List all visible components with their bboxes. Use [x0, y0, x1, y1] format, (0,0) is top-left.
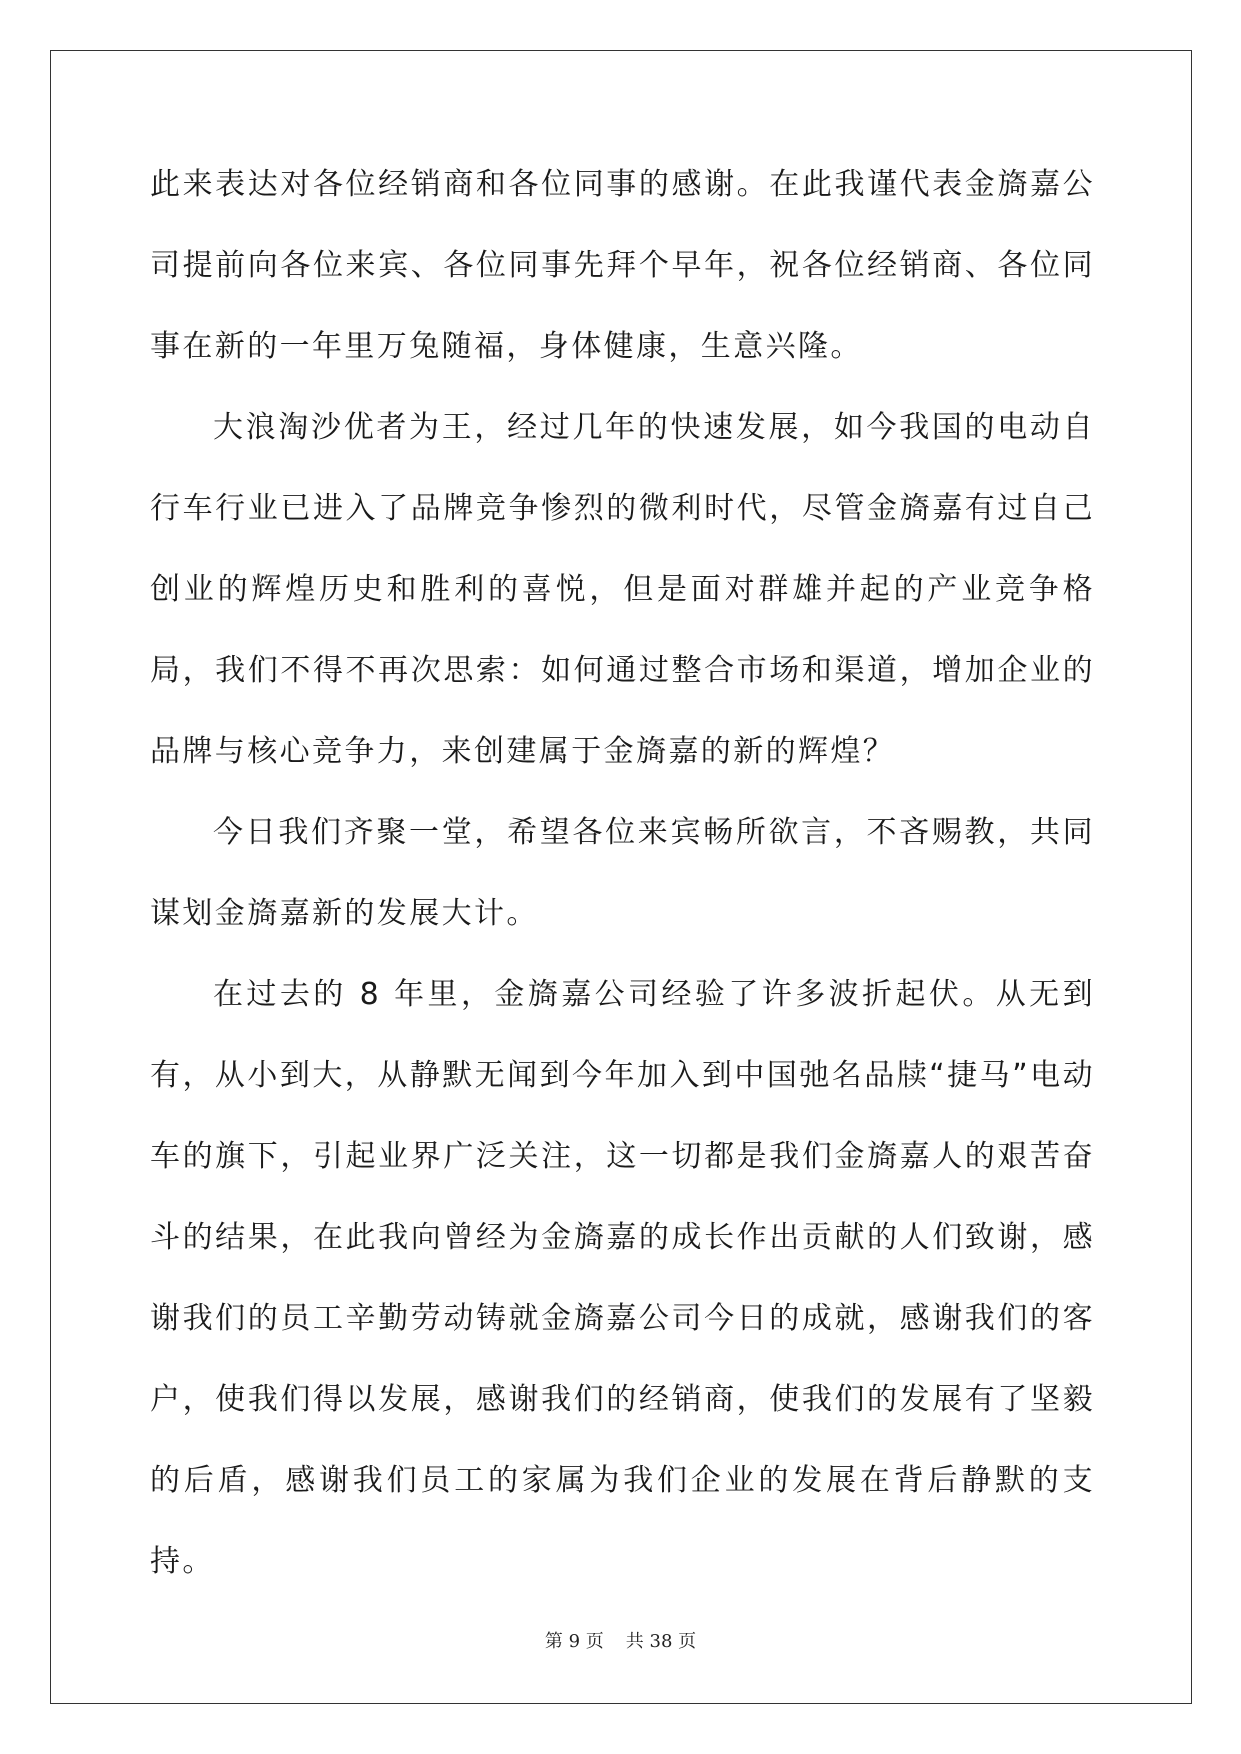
paragraph-4: 在过去的 8 年里，金旖嘉公司经验了许多波折起伏。从无到有，从小到大，从静默无闻到今年加入到中国弛名品牍“捷马”电动车的旗下，引起业界广泛关注，这一切都是我们金旖嘉人的艰苦奋斗的结果，在此我向曾经为金旖嘉的成长作出贡献的人们致谢，感谢我们的员工辛勤劳动铸就金旖嘉公司今日的成就，感谢我们的客户，使我们得以发展，感谢我们的经销商，使我们的发展有了坚毅的后盾，感谢我们员工的家属为我们企业的发展在背后静默的支持。 — [150, 977, 1095, 1579]
page-number: 第 9 页 — [544, 1631, 604, 1652]
paragraph-3: 今日我们齐聚一堂，希望各位来宾畅所欲言，不吝赐教，共同谋划金旖嘉新的发展大计。 — [150, 815, 1095, 931]
page-total: 共 38 页 — [625, 1631, 697, 1652]
document-body — [150, 144, 1095, 1602]
paragraph-2: 大浪淘沙优者为王，经过几年的快速发展，如今我国的电动自行车行业已进入了品牌竞争惨烈的微利时代，尽管金旖嘉有过自己创业的辉煌历史和胜利的喜悦，但是面对群雄并起的产业竞争格局，我们不得不再次思索：如何通过整合市场和渠道，增加企业的品牌与核心竞争力，来创建属于金旖嘉的新的辉煌？ — [150, 410, 1095, 769]
paragraph-1: 此来表达对各位经销商和各位同事的感谢。在此我谨代表金旖嘉公司提前向各位来宾、各位同事先拜个早年，祝各位经销商、各位同事在新的一年里万兔随福，身体健康，生意兴隆。 — [150, 167, 1095, 364]
page-footer — [0, 1627, 1241, 1653]
